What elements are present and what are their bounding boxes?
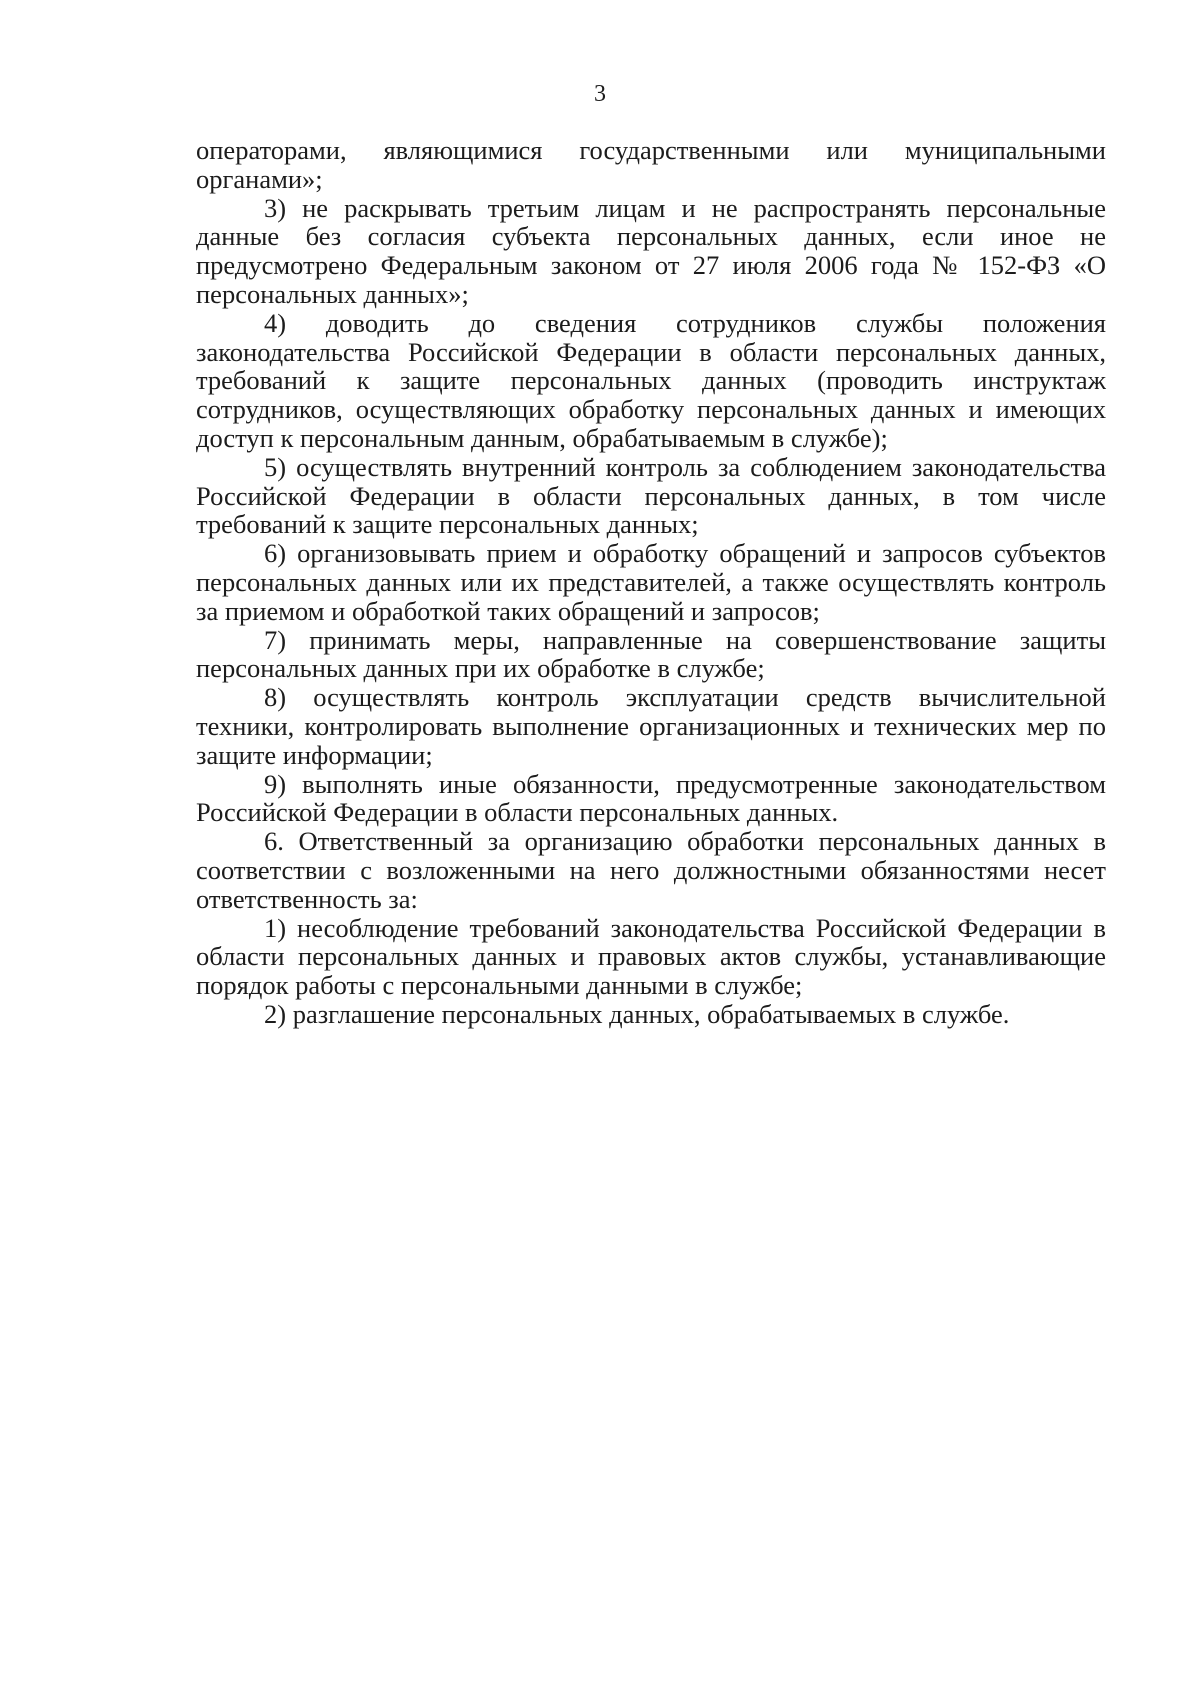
document-body: [196, 136, 1106, 1029]
paragraph-item-9: 9) выполнять иные обязанности, предусмотренные законодательством Российской Федерации в области персональных данных.: [196, 768, 1106, 828]
paragraph-subitem-1: 1) несоблюдение требований законодательства Российской Федерации в области персональных данных и правовых актов службы, устанавливающие порядок работы с персональными данными в службе;: [196, 912, 1106, 1001]
paragraph-item-8: 8) осуществлять контроль эксплуатации средств вычислительной техники, контролировать выполнение организационных и технических мер по защите информации;: [196, 682, 1106, 770]
paragraph-item-5: 5) осуществлять внутренний контроль за соблюдением законодательства Российской Федерации в области персональных данных, в том числе требований к защите персональных данных;: [196, 451, 1106, 540]
paragraph-section-6: 6. Ответственный за организацию обработки персональных данных в соответствии с возложенными на него должностными обязанностями несет ответственность за:: [196, 826, 1106, 914]
paragraph-item-7: 7) принимать меры, направленные на совершенствование защиты персональных данных при их обработке в службе;: [196, 624, 1106, 684]
paragraph-subitem-2: 2) разглашение персональных данных, обрабатываемых в службе.: [264, 998, 1010, 1029]
paragraph-item-3: 3) не раскрывать третьим лицам и не распространять персональные данные без согласия субъекта персональных данных, если иное не предусмотрено Федеральным законом от 27 июля 2006 года № 152-ФЗ «О персональных данных»;: [196, 192, 1106, 309]
paragraph-item-6: 6) организовывать прием и обработку обращений и запросов субъектов персональных данных или их представителей, а также осуществлять контроль за приемом и обработкой таких обращений и запросов;: [196, 538, 1106, 626]
paragraph-item-4: 4) доводить до сведения сотрудников службы положения законодательства Российской Федерации в области персональных данных, требований к защите персональных данных (проводить инструктаж сотрудников, осуществляющих обработку персональных данных и имеющих доступ к персональным данным, обрабатываемым в службе);: [196, 307, 1106, 453]
page-number: 3: [594, 81, 606, 107]
paragraph-continuation: операторами, являющимися государственными или муниципальными органами»;: [196, 135, 1106, 194]
